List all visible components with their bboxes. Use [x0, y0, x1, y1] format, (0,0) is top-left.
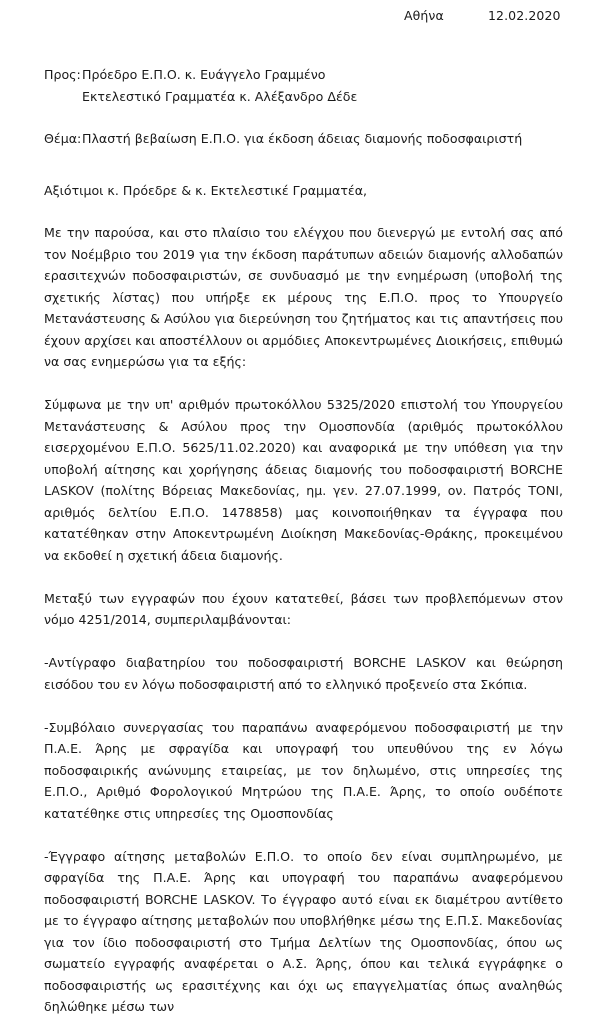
paragraph-4: -Αντίγραφο διαβατηρίου του ποδοσφαιριστή BORCHE LASKOV και θεώρηση εισόδου του εν λόγω ποδοσφαιριστή από το ελληνικό προξενείο στα Σκόπια. [44, 655, 563, 692]
paragraph-6: -Έγγραφο αίτησης μεταβολών Ε.Π.Ο. το οποίο δεν είναι συμπληρωμένο, με σφραγίδα της Π.Α.Ε. Άρης και υπογραφή του παραπάνω αναφερόμενου ποδοσφαιριστή BORCHE LASKOV. Το έγγραφο αυτό είναι εκ διαμέτρου αντίθετο με το έγγραφο αίτησης μεταβολών που υποβλήθηκε μέσω της Ε.Π.Σ. Μακεδονίας για τον ίδιο ποδοσφαιριστή στο Τμήμα Δελτίων της Ομοσπονδίας, όπου ως σωματείο εγγραφής αναφέρεται ο Α.Σ. Άρης, όπου και τελικά εγγράφηκε ο ποδοσφαιριστής ως ερασιτέχνης και όχι ως επαγγελματίας όπως αναληθώς δηλώθηκε μέσω των [44, 848, 563, 1014]
subject-label: Θέμα: [44, 131, 82, 146]
document-body [44, 64, 563, 1018]
recipient-line-1: Πρόεδρο Ε.Π.Ο. κ. Ευάγγελο Γραμμένο [82, 67, 326, 82]
spacer [44, 201, 563, 222]
recipient-values [82, 64, 563, 107]
recipient-line [44, 64, 563, 107]
subject-text: Πλαστή βεβαίωση Ε.Π.Ο. για έκδοση άδειας διαμονής ποδοσφαιριστή [82, 131, 523, 146]
recipient-block [44, 64, 563, 107]
subject-values [82, 128, 563, 150]
subject-line [44, 128, 563, 150]
paragraph-2: Σύμφωνα με την υπ' αριθμόν πρωτοκόλλου 5325/2020 επιστολή του Υπουργείου Μετανάστευσης & Ασύλου προς την Ομοσπονδία (αριθμός πρωτοκόλλου εισερχομένου Ε.Π.Ο. 5625/11.02.2020) και αναφορικά με την υπόθεση για την υποβολή αίτησης και χορήγησης άδειας διαμονής του ποδοσφαιριστή BORCHE LASKOV (πολίτης Βόρειας Μακεδονίας, ημ. γεν. 27.07.1999, ον. Πατρός TONI, αριθμός δελτίου Ε.Π.Ο. 1478858) μας κοινοποιήθηκαν τα έγγραφα που κατατέθηκαν στην Αποκεντρωμένη Διοίκηση Μακεδονίας-Θράκης, προκειμένου να εκδοθεί η σχετική άδεια διαμονής. [44, 397, 563, 563]
recipient-line-2: Εκτελεστικό Γραμματέα κ. Αλέξανδρο Δέδε [82, 88, 358, 104]
paragraph-3: Μεταξύ των εγγραφών που έχουν κατατεθεί, βάσει των προβλεπόμενων στον νόμο 4251/2014, συμπεριλαμβάνονται: [44, 590, 563, 627]
paragraph-5: -Συμβόλαιο συνεργασίας του παραπάνω αναφερόμενου ποδοσφαιριστή με την Π.Α.Ε. Άρης με σφραγίδα και υπογραφή του υπευθύνου της εν λόγω ποδοσφαιρικής ανώνυμης εταιρείας, με τον δηλωμένο, στις υπηρεσίες της Ε.Π.Ο., Αριθμό Φορολογικού Μητρώου της Π.Α.Ε. Άρης, το οποίο ουδέποτε κατατέθηκε στις υπηρεσίες της Ομοσπονδίας [44, 719, 563, 821]
document-header [44, 8, 563, 28]
spacer [44, 150, 563, 180]
spacer [44, 107, 563, 128]
header-date: 12.02.2020 [488, 8, 561, 23]
recipient-label: Προς: [44, 67, 81, 82]
salutation: Αξιότιμοι κ. Πρόεδρε & κ. Εκτελεστικέ Γραμματέα, [44, 182, 368, 198]
subject-block [44, 128, 563, 150]
paragraph-1: Με την παρούσα, και στο πλαίσιο του ελέγχου που διενεργώ με εντολή σας από τον Νοέμβριο του 2019 για την έκδοση παράτυπων αδειών διαμονής αλλοδαπών ερασιτεχνών ποδοσφαιριστών, σε συνδυασμό με την ενημέρωση (υποβολή της σχετικής λίστας) που υπήρξε εκ μέρους της Ε.Π.Ο. προς το Υπουργείο Μετανάστευσης & Ασύλου για διερεύνηση του ζητήματος και τις απαντήσεις που έχουν αρχίσει και αποστέλλουν οι αρμόδιες Αποκεντρωμένες Διοικήσεις, επιθυμώ να σας ενημερώσω για τα εξής: [44, 225, 563, 369]
header-city: Αθήνα [404, 8, 444, 23]
